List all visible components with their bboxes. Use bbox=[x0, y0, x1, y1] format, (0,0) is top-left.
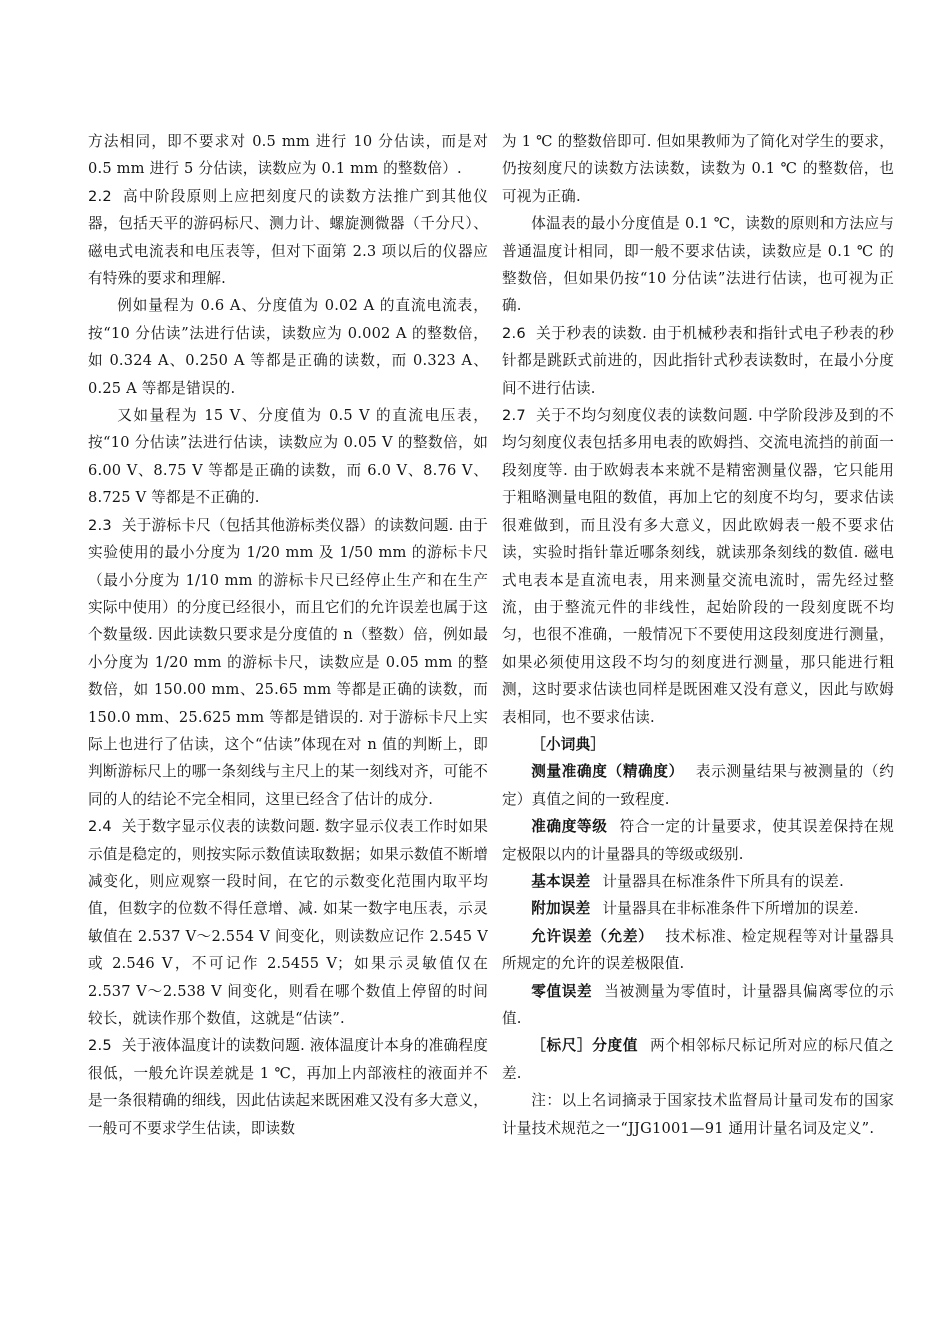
section-text: 高中阶段原则上应把刻度尺的读数方法推广到其他仪器，包括天平的游码标尺、测力计、螺旋测微器（千分尺）、磁电式电流表和电压表等，但对下面第 2.3 项以后的仪器应有特殊的要求和理解. bbox=[88, 187, 488, 288]
section-number: 2.2 bbox=[88, 187, 112, 205]
dictionary-entry bbox=[502, 1032, 894, 1087]
paragraph-thermometer: 体温表的最小分度值是 0.1 ℃，读数的原则和方法应与普通温度计相同，即一般不要求估读，读数应是 0.1 ℃ 的整数倍，但如果仍按“10 分估读”法进行估读，也可视为正确. bbox=[502, 215, 894, 315]
dictionary-definition: 两个相邻标尺标记所对应的标尺值之差. bbox=[502, 1037, 895, 1082]
dictionary-term: ［标尺］分度值 bbox=[531, 1037, 639, 1055]
section-text: 关于秒表的读数. 由于机械秒表和指针式电子秒表的秒针都是跳跃式前进的，因此指针式秒表读数时，在最小分度间不进行估读. bbox=[502, 324, 894, 397]
dictionary-definition: 表示测量结果与被测量的（约定）真值之间的一致程度. bbox=[502, 763, 894, 808]
dictionary-term: 基本误差 bbox=[531, 872, 591, 890]
dictionary-term: 零值误差 bbox=[531, 982, 593, 1000]
section-2-3 bbox=[88, 512, 488, 813]
dictionary-definition: 计量器具在标准条件下所具有的误差. bbox=[602, 872, 844, 890]
section-2-4 bbox=[88, 813, 488, 1032]
dictionary-term: 附加误差 bbox=[531, 900, 591, 918]
dictionary-heading: ［小词典］ bbox=[531, 735, 606, 753]
dictionary-term: 准确度等级 bbox=[531, 818, 608, 836]
section-number: 2.6 bbox=[502, 324, 526, 342]
dictionary-entry bbox=[502, 758, 894, 813]
section-number: 2.4 bbox=[88, 818, 112, 836]
dictionary-entry bbox=[502, 813, 894, 868]
paragraph-example-voltage: 又如量程为 15 V、分度值为 0.5 V 的直流电压表，按“10 分估读”法进行估读，读数应为 0.05 V 的整数倍，如 6.00 V、8.75 V 等都是正确的读数，而 6.0 V、8.76 V、8.725 V 等都是不正确的. bbox=[88, 407, 488, 507]
section-2-5 bbox=[88, 1032, 488, 1142]
section-text: 关于数字显示仪表的读数问题. 数字显示仪表工作时如果示值是稳定的，则按实际示数值读取数据；如果示数值不断增减变化，则应观察一段时间，在它的示数变化范围内取平均值，但数字的位数不得任意增、减. 如某一数字电压表，示灵敏值在 2.537 V～2.554 V 间变化，则读数应记作 2.545 V 或 2.546 V，不可记作 2.5455 V；如果示灵敏值仅在 2.537 V～2.538 V 间变化，则看在哪个数值上停留的时间较长，就读作那个数值，这就是“估读”. bbox=[88, 818, 488, 1027]
section-2-7 bbox=[502, 402, 894, 731]
paragraph-continued: 为 1 ℃ 的整数倍即可. 但如果教师为了简化对学生的要求，仍按刻度尺的读数方法读数，读数为 0.1 ℃ 的整数倍，也可视为正确. bbox=[502, 133, 894, 205]
dictionary-definition: 符合一定的计量要求，使其误差保持在规定极限以内的计量器具的等级或级别. bbox=[502, 818, 894, 863]
section-number: 2.5 bbox=[88, 1037, 112, 1055]
dictionary-definition: 当被测量为零值时，计量器具偏离零位的示值. bbox=[502, 982, 894, 1027]
paragraph-continued: 方法相同，即不要求对 0.5 mm 进行 10 分估读，而是对 0.5 mm 进行 5 分估读，读数应为 0.1 mm 的整数倍）. bbox=[88, 133, 488, 178]
section-text: 关于液体温度计的读数问题. 液体温度计本身的准确程度很低，一般允许误差就是 1 ℃，再加上内部液柱的液面并不是一条很精确的细线，因此估读起来既困难又没有多大意义，一般可不要求学生估读，即读数 bbox=[88, 1037, 488, 1137]
right-column bbox=[502, 128, 894, 1142]
dictionary-term: 测量准确度（精确度） bbox=[531, 763, 684, 781]
section-text: 关于游标卡尺（包括其他游标类仪器）的读数问题. 由于实验使用的最小分度为 1/20 mm 及 1/50 mm 的游标卡尺（最小分度为 1/10 mm 的游标卡尺已经停止生产和在生产实际中使用）的分度已经很小，而且它们的允许误差也属于这个数量级. 因此读数只要求是分度值的 n（整数）倍，例如最小分度为 1/20 mm 的游标卡尺，读数应是 0.05 mm 的整数倍，如 150.00 mm、25.65 mm 等都是正确的读数，而 150.0 mm、25.625 mm 等都是错误的. 对于游标卡尺上实际上也进行了估读，这个“估读”体现在对 n 值的判断上，即判断游标尺上的哪一条刻线与主尺上的某一刻线对齐，可能不同的人的结论不完全相同，这里已经含了估计的成分. bbox=[88, 516, 488, 808]
section-number: 2.7 bbox=[502, 407, 526, 425]
dictionary-term: 允许误差（允差） bbox=[531, 927, 654, 945]
section-2-2 bbox=[88, 183, 488, 293]
dictionary-entry bbox=[502, 978, 894, 1033]
dictionary-definition: 技术标准、检定规程等对计量器具所规定的允许的误差极限值. bbox=[502, 927, 894, 973]
dictionary-entry bbox=[502, 895, 894, 922]
dictionary-entry bbox=[502, 923, 894, 978]
dictionary-note: 注：以上名词摘录于国家技术监督局计量司发布的国家计量技术规范之一“JJG1001—91 通用计量名词及定义”. bbox=[502, 1092, 894, 1137]
left-column bbox=[88, 128, 488, 1142]
dictionary-definition: 计量器具在非标准条件下所增加的误差. bbox=[602, 900, 859, 918]
section-2-6 bbox=[502, 320, 894, 402]
section-number: 2.3 bbox=[88, 516, 112, 534]
section-text: 关于不均匀刻度仪表的读数问题. 中学阶段涉及到的不均匀刻度仪表包括多用电表的欧姆挡、交流电流挡的前面一段刻度等. 由于欧姆表本来就不是精密测量仪器，它只能用于粗略测量电阻的数值，再加上它的刻度不均匀，要求估读很难做到，而且没有多大意义，因此欧姆表一般不要求估读，实验时指针靠近哪条刻线，就读那条刻线的数值. 磁电式电表本是直流电表，用来测量交流电流时，需先经过整流，由于整流元件的非线性，起始阶段的一段刻度既不均匀，也很不准确，一般情况下不要使用这段刻度进行测量，如果必须使用这段不均匀的刻度进行测量，那只能进行粗测，这时要求估读也同样是既困难又没有意义，因此与欧姆表相同，也不要求估读. bbox=[502, 407, 894, 726]
paragraph-example-current: 例如量程为 0.6 A、分度值为 0.02 A 的直流电流表，按“10 分估读”法进行估读，读数应为 0.002 A 的整数倍，如 0.324 A、0.250 A 等都是正确的读数，而 0.323 A、0.25 A 等都是错误的. bbox=[88, 297, 488, 397]
dictionary-entry bbox=[502, 868, 894, 895]
